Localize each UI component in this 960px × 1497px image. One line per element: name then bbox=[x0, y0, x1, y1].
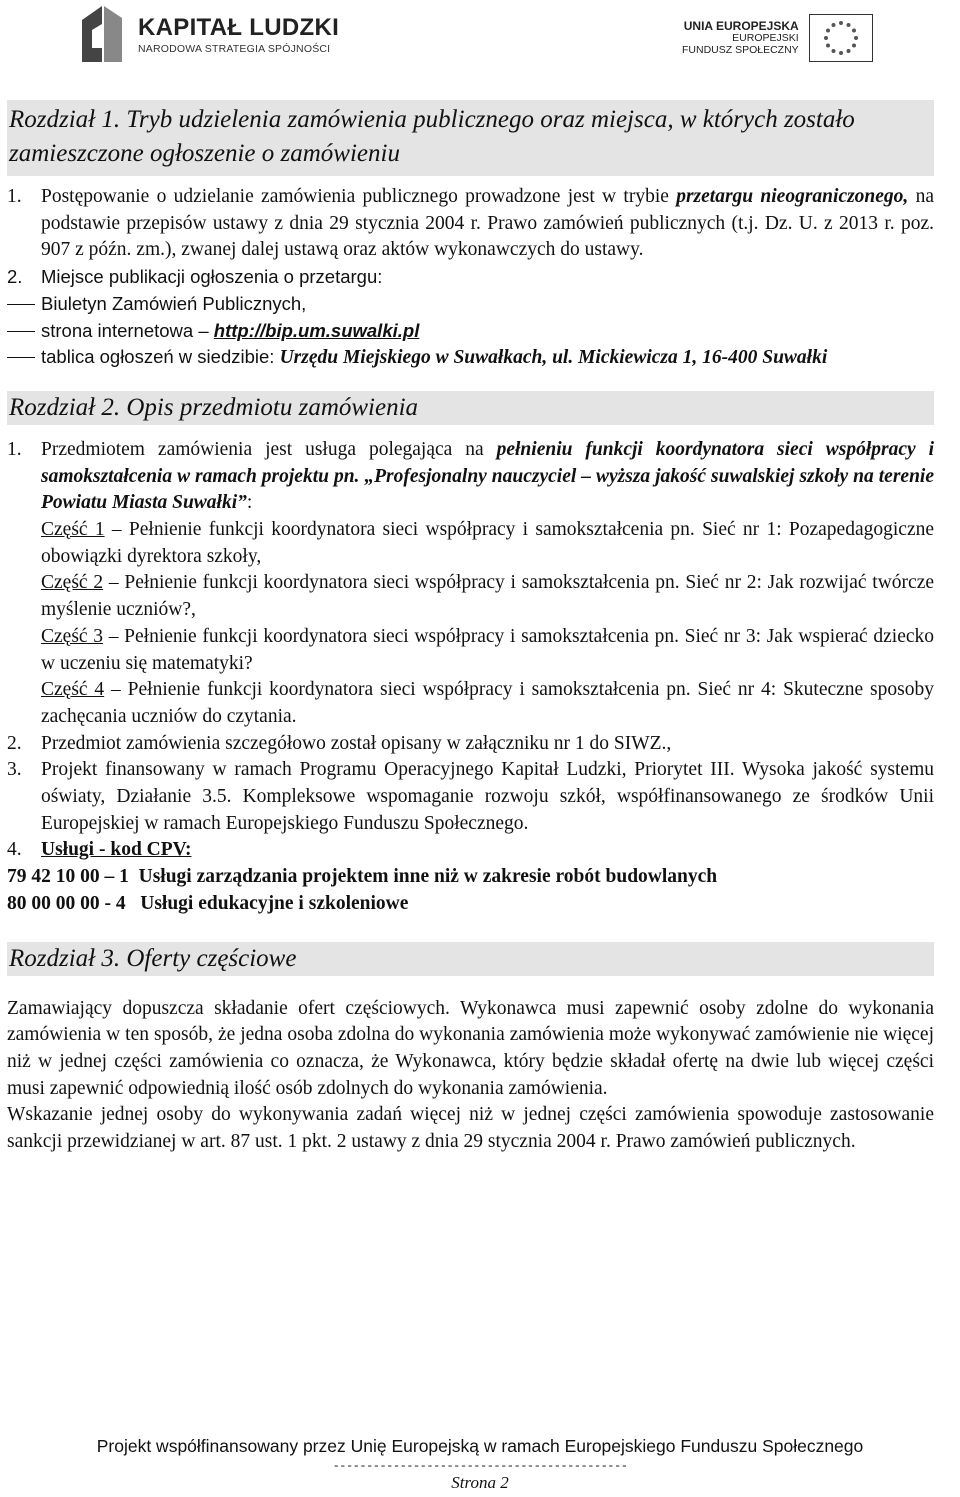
eu-logo bbox=[682, 14, 873, 62]
page-number: Strona 2 bbox=[451, 1473, 509, 1492]
part-4-text: – Pełnienie funkcji koordynatora sieci współpracy i samokształcenia pn. Sieć nr 4: Skuteczne sposoby zachęcania uczniów do czytania. bbox=[41, 679, 934, 727]
part-2-label: Część 2 bbox=[41, 572, 104, 594]
noticeboard-label: tablica ogłoszeń w siedzibie: bbox=[41, 346, 275, 368]
ch2-item-1-number: 1. bbox=[7, 438, 22, 460]
page-footer bbox=[0, 1436, 960, 1493]
part-3-text: – Pełnienie funkcji koordynatora sieci współpracy i samokształcenia pn. Sieć nr 3: Jak wspierać dziecko w uczeniu się matematyki? bbox=[41, 625, 935, 674]
ch1-item-2-number: 2. bbox=[7, 266, 23, 288]
publication-place-bzp-text: Biuletyn Zamówień Publicznych, bbox=[41, 292, 307, 314]
ch2-item-4 bbox=[7, 837, 934, 864]
kapital-ludzki-logo bbox=[78, 2, 339, 66]
eu-logo-line3: FUNDUSZ SPOŁECZNY bbox=[682, 43, 799, 56]
bip-website-link[interactable]: http://bip.um.suwalki.pl bbox=[213, 319, 420, 341]
publication-place-noticeboard bbox=[7, 344, 934, 372]
part-2-text: – Pełnienie funkcji koordynatora sieci współpracy i samokształcenia pn. Sieć nr 2: Jak rozwijać twórcze myślenie uczniów?, bbox=[41, 572, 934, 621]
ch2-item-2-number: 2. bbox=[7, 732, 22, 754]
part-1-text: – Pełnienie funkcji koordynatora sieci współpracy i samokształcenia pn. Sieć nr 1: Pozapedagogiczne obowiązki dyrektora szkoły, bbox=[41, 519, 934, 567]
chapter-3-title: Rozdział 3. Oferty częściowe bbox=[7, 942, 934, 976]
kapital-ludzki-emblem-icon bbox=[78, 2, 126, 66]
ch1-item-1 bbox=[7, 184, 934, 264]
publication-place-website bbox=[7, 318, 934, 345]
eu-flag-icon bbox=[809, 14, 873, 62]
ch2-item-3-text: Projekt finansowany w ramach Programu Operacyjnego Kapitał Ludzki, Priorytet III. Wysoka jakość systemu oświaty, Działanie 3.5. Kompleksowe wspomaganie rozwoju szkół, współfinansowanego ze środków Unii Europejskiej w ramach Europejskiego Funduszu Społecznego. bbox=[41, 759, 934, 834]
ch1-item-1-text-a: Postępowanie o udzielanie zamówienia publicznego prowadzone jest w trybie bbox=[41, 186, 669, 207]
ch2-item-1 bbox=[7, 437, 934, 731]
part-1-label: Część 1 bbox=[41, 519, 105, 541]
ch1-item-1-number: 1. bbox=[7, 186, 22, 207]
part-4 bbox=[41, 677, 934, 730]
cpv-heading: Usługi - kod CPV: bbox=[41, 839, 192, 861]
page-header bbox=[0, 0, 960, 90]
ch2-item-3-number: 3. bbox=[7, 759, 22, 781]
ch1-item-2 bbox=[7, 264, 934, 291]
kapital-ludzki-name: KAPITAŁ LUDZKI bbox=[138, 13, 340, 41]
ch2-item-3 bbox=[7, 757, 934, 837]
footer-divider: -------------------------------------------- bbox=[332, 1459, 628, 1473]
ch2-item-1-service-name: pełnieniu funkcji koordynatora sieci współpracy i samokształcenia w ramach projektu pn. „Profesjonalny nauczyciel – wyższa jakość suwalskiej szkoły na terenie Powiatu Miasta Suwałki” bbox=[41, 438, 935, 514]
ch2-item-4-number: 4. bbox=[7, 839, 22, 861]
ch2-item-2-text: Przedmiot zamówienia szczegółowo został opisany w załączniku nr 1 do SIWZ., bbox=[41, 732, 672, 754]
ch2-item-1-text-b: : bbox=[246, 492, 253, 514]
eu-logo-line2: EUROPEJSKI bbox=[732, 31, 799, 44]
chapter-1-title: Rozdział 1. Tryb udzielenia zamówienia publicznego oraz miejsca, w których zostało zamieszczone ogłoszenie o zamówieniu bbox=[7, 100, 934, 176]
part-4-label: Część 4 bbox=[41, 679, 105, 701]
cpv-code-2: 80 00 00 00 - 4 Usługi edukacyjne i szkoleniowe bbox=[7, 892, 409, 914]
website-label: strona internetowa – bbox=[41, 319, 209, 341]
footer-cofinancing-note: Projekt współfinansowany przez Unię Europejską w ramach Europejskiego Funduszu Społecznego bbox=[96, 1436, 864, 1456]
noticeboard-address: Urzędu Miejskiego w Suwałkach, ul. Mickiewicza 1, 16-400 Suwałki bbox=[279, 347, 828, 369]
ch2-item-1-text-a: Przedmiotem zamówienia jest usługa polegająca na bbox=[41, 438, 484, 460]
kapital-ludzki-tagline: NARODOWA STRATEGIA SPÓJNOŚCI bbox=[138, 42, 331, 55]
ch1-item-1-tender-mode: przetargu nieograniczonego, bbox=[676, 186, 909, 207]
part-3-label: Część 3 bbox=[41, 625, 104, 647]
eu-logo-line1: UNIA EUROPEJSKA bbox=[683, 18, 799, 33]
ch1-item-2-text: Miejsce publikacji ogłoszenia o przetargu: bbox=[41, 266, 383, 288]
publication-place-bzp bbox=[7, 291, 934, 318]
ch1-item-1-text-b: na podstawie przepisów ustawy z dnia 29 stycznia 2004 r. Prawo zamówień publicznych (t.j. Dz. U. z 2013 r. poz. 907 z późn. zm.), zwanej dalej ustawą oraz aktów wykonawczych do ustawy. bbox=[41, 186, 935, 261]
part-3 bbox=[41, 624, 934, 677]
chapter-2-title: Rozdział 2. Opis przedmiotu zamówienia bbox=[7, 391, 934, 425]
ch2-item-2 bbox=[7, 731, 934, 758]
part-2 bbox=[41, 570, 934, 623]
document-body bbox=[7, 100, 934, 1156]
ch3-paragraph-1: Zamawiający dopuszcza składanie ofert częściowych. Wykonawca musi zapewnić osoby zdolne do wykonania zamówienia w ten sposób, że jedna osoba zdolna do wykonania zamówienia może wykonywać zamówienie nie więcej niż w jednej części zamówienia co oznacza, że Wykonawca, który będzie składał ofertę na dwie lub więcej części musi zapewnić odpowiednią ilość osób zdolnych do wykonania zamówienia. bbox=[7, 997, 934, 1099]
cpv-code-1: 79 42 10 00 – 1 Usługi zarządzania projektem inne niż w zakresie robót budowlanych bbox=[7, 866, 718, 888]
ch3-paragraph-2: Wskazanie jednej osoby do wykonywania zadań więcej niż w jednej części zamówienia spowoduje zastosowanie sankcji przewidzianej w art. 87 ust. 1 pkt. 2 ustawy z dnia 29 stycznia 2004 r. Prawo zamówień publicznych. bbox=[7, 1104, 934, 1153]
part-1 bbox=[41, 517, 934, 570]
